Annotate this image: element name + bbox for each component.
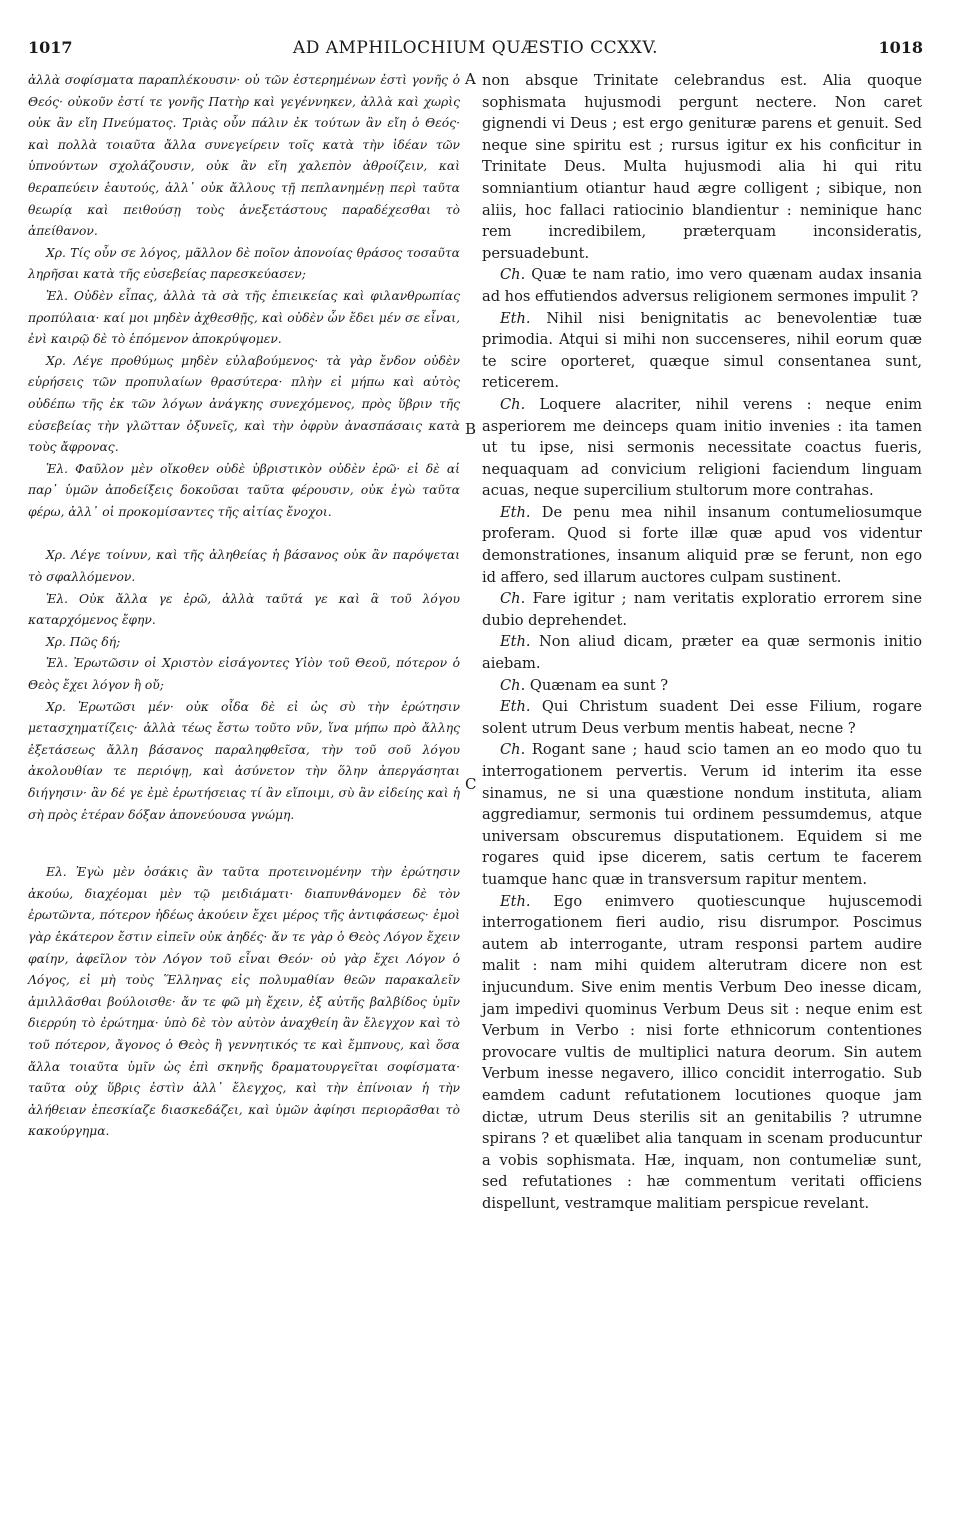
latin-paragraph: non absque Trinitate celebrandus est. Alia quoque sophismata hujusmodi pergunt nectere. Non caret gignendi vi Deus ; est ergo genituræ parens et genuit. Sed neque sine spiritu est ; rursus igitur ex his conficitur in Trinitate Deus. Multa hujusmodi alia hi qui ritu somniantium otiantur haud ægre colligent ; sibique, non aliis, hoc fallaci ratiocinio blandientur : neminique hanc rem incredibilem, præterquam inconsideratis, persuadebunt. [482,72,922,262]
latin-paragraph [482,675,922,697]
speaker-label: Ch. [500,266,526,284]
greek-paragraph: Χρ. Λέγε τοίνυν, καὶ τῆς ἀληθείας ἡ βάσανος οὐκ ἂν παρόψεται τὸ σφαλλόμενον. [28,548,460,585]
margin-marker-c: C [465,775,477,793]
speaker-label: Ch. [500,395,526,413]
latin-paragraph [482,264,922,307]
paragraph-text: Qui Christum suadent Dei esse Filium, rogare solent utrum Deus verbum mentis habeat, necne ? [482,698,922,737]
paragraph-text: Nihil nisi benignitatis ac benevolentiæ tuæ primodia. Atqui si mihi non succenseres, nihil eorum quæ te scire oporteret, quæque simul consentanea sunt, reticerem. [482,309,922,392]
page-number-right: 1018 [878,38,923,57]
greek-paragraph: Χρ. Πῶς δή; [46,634,121,649]
paragraph-text: Fare igitur ; nam veritatis exploratio errorem sine dubio deprehendet. [482,590,922,629]
latin-paragraph [482,696,922,739]
paragraph-text: Loquere alacriter, nihil verens : neque enim asperiorem me deinceps quam initio invenies : ita tamen ut tu ipse, nisi sermonis necessitate coactus fueris, nequaquam ad convicium religioni faciendum linguam acuas, neque supercilium stultorum more contrahas. [482,395,922,500]
running-title: AD AMPHILOCHIUM QUÆSTIO CCXXV. [292,38,659,58]
margin-marker-a: A [465,70,476,88]
latin-paragraph [482,502,922,588]
greek-paragraph: Ἑλ. Οὐδὲν εἶπας, ἀλλὰ τὰ σὰ τῆς ἐπιεικείας καὶ φιλανθρωπίας προπύλαια· καί μοι μηδὲν ἀχθεσθῇς, καὶ οὐδὲν ὧν ἔδει μέν σε εἶναι, ἐνὶ καιρῷ δὲ τὸ ἑπόμενον ἀποκρύψομεν. [28,288,460,347]
latin-column [482,70,922,1214]
speaker-label: Eth. [500,503,531,521]
greek-paragraph: Χρ. Ἐρωτῶσι μέν· οὐκ οἶδα δὲ εἰ ὡς σὺ τὴν ἐρώτησιν μετασχηματίζεις· ἀλλὰ τέως ἔστω τοῦτο νῦν, ἵνα μήπω πρὸ ἄλλης ἐξετάσεως ἄλλη βάσανος παραληφθεῖσα, τὴν τοῦ σοῦ λόγου ἀκολουθίαν τε περιόψῃ, καὶ ἀσύνετον τὴν ὅλην ἀπεργάσηται διήγησιν· ἂν δέ γε ἐμὲ ἐρωτήσειας τί ἂν εἴποιμι, σὺ ἂν εἰδείης καὶ ἡ σὴ πρὸς ἑτέραν δόξαν ἀπονεύουσα γνώμη. [28,699,460,822]
margin-marker-b: B [465,420,477,438]
paragraph-text: Quænam ea sunt ? [525,676,669,694]
page-number-left: 1017 [28,38,73,57]
greek-column [28,70,460,1143]
latin-paragraph [482,394,922,502]
speaker-label: Ch. [500,741,526,759]
speaker-label: Ch. [500,676,526,694]
paragraph-text: Ego enimvero quotiescunque hujuscemodi interrogationem fieri audio, risu disrumpor. Poscimus autem ab interrogante, utram responsi partem audire malit : nam mihi quidem alterutram dicere non est injucundum. Sive enim mentis Verbum Deo inesse dicam, jam impedivi quominus Verbum Deus sit : neque enim est Verbum in Verbo : nisi forte ethnicorum contentiones provocare vultis de multiplici natura deorum. Sin autem Verbum inesse negavero, illico concidit interrogatio. Sub eamdem cadunt refutationem locutiones quoque jam dictæ, utrum Deus sterilis sit an genitabilis ? utrumne spirans ? et quælibet alia tanquam in scenam producuntur a vobis sophismata. Hæ, inquam, non contumeliæ sunt, sed refutationes : hæ commentum veritati officiens dispellunt, vestramque malitiam perspicue revelant. [482,892,922,1212]
speaker-label: Ch. [500,590,526,608]
latin-paragraph [482,308,922,394]
speaker-label: Eth. [500,633,531,651]
greek-paragraph: Ἑλ. Φαῦλον μὲν οἴκοθεν οὐδὲ ὑβριστικὸν οὐδὲν ἐρῶ· εἰ δὲ αἱ παρ᾽ ὑμῶν ἀποδείξεις δοκοῦσαι ταῦτα φέρουσιν, οὐκ ἐγὼ ταῦτα φέρω, ἀλλ᾽ οἱ προκομίσαντες τῆς αἰτίας ἔνοχοι. [28,461,460,519]
greek-paragraph: Ἑλ. Ἐρωτῶσιν οἱ Χριστὸν εἰσάγοντες Υἱὸν τοῦ Θεοῦ, πότερον ὁ Θεὸς ἔχει λόγον ἢ οὔ; [28,656,460,693]
paragraph-text: De penu mea nihil insanum contumeliosumque proferam. Quod si forte illæ quæ apud vos videntur demonstrationes, insanum aliquid præ se ferunt, non ego id affero, sed illarum auctores culpam sustinent. [482,503,922,586]
latin-paragraph [482,588,922,631]
latin-paragraph [482,739,922,890]
paragraph-text: Quæ te nam ratio, imo vero quænam audax insania ad hos effutiendos adversus religionem sermones impulit ? [482,266,922,305]
greek-paragraph: Χρ. Τίς οὖν σε λόγος, μᾶλλον δὲ ποῖον ἀπονοίας θράσος τοσαῦτα ληρῆσαι κατὰ τῆς εὐσεβείας παρεσκεύασεν; [28,245,460,282]
latin-paragraph [482,631,922,674]
speaker-label: Eth. [500,892,531,910]
greek-paragraph: Ελ. Ἐγὼ μὲν ὁσάκις ἂν ταῦτα προτεινομένην τὴν ἐρώτησιν ἀκούω, διαχέομαι μὲν τῷ μειδιάματι· διαπυνθάνομεν δὲ τὸν ἐρωτῶντα, πότερον ἡδέως ἀκούειν ἔχει μέρος τῆς ἀντιφάσεως· ἐμοὶ γὰρ ἑκάτερον ἔστιν εἰπεῖν οὐκ ἀηδές· ἄν τε γὰρ ὁ Θεὸς Λόγον ἔχειν φαίην, ἀφεῖλον τὸν Λόγον τοῦ εἶναι Θεόν· οὐ γὰρ ἔχει Λόγον ὁ Λόγος, εἰ μὴ τοὺς Ἕλληνας εἰς πολυμαθίαν θεῶν παρακαλεῖν ἁμιλλᾶσθαι βούλοισθε· ἄν τε φῶ μὴ ἔχειν, ἐξ αὐτῆς βαλβίδος ὑμῖν διερρύη τὸ ἐρώτημα· ὑπὸ δὲ τὸν αὐτὸν ἀναχθείη ἂν ἔλεγχον καὶ τὸ τοῦ πότερον, ἄγονος ὁ Θεὸς ἢ γεννητικός τε καὶ ἔμπνους, καὶ ὅσα ἄλλα τοιαῦτα ὑμῖν ὡς ἐπὶ σκηνῆς δραματουργεῖται σοφίσματα· ταῦτα οὐχ ὕβρις ἐστὶν ἀλλ᾽ ἔλεγχος, καὶ τὴν ἐπίνοιαν ἡ τὴν ἀλήθειαν ἐπεσκίαζε διασκεδάζει, καὶ ὑμῶν ἀφίησι περιορᾶσθαι τὸ κακούργημα. [28,865,460,1139]
greek-paragraph: Ἑλ. Οὐκ ἄλλα γε ἐρῶ, ἀλλὰ ταῦτά γε καὶ ἃ τοῦ λόγου καταρχόμενος ἔφην. [28,591,460,628]
speaker-label: Eth. [500,698,531,716]
running-header [28,38,923,60]
paragraph-text: Non aliud dicam, præter ea quæ sermonis initio aiebam. [482,633,922,673]
speaker-label: Eth. [500,309,531,327]
greek-paragraph: ἀλλὰ σοφίσματα παραπλέκουσιν· οὐ τῶν ἐστερημένων ἐστὶ γονῆς ὁ Θεός· οὐκοῦν ἐστί τε γονῆς Πατὴρ καὶ γεγέννηκεν, ἀλλὰ καὶ χωρὶς οὐκ ἂν εἴη Πνεύματος. Τριὰς οὖν πάλιν ἐκ τούτων ἂν εἴη ὁ Θεός· καὶ πολλὰ τοιαῦτα ἄλλα συνεγείρειν τοῖς κατὰ τὴν ἰδέαν τῶν ὑπνούντων σχολάζουσιν, οὐκ ἂν εἴη χαλεπὸν ἀθροίζειν, καὶ θεραπεύειν ἑαυτούς, ἀλλ᾽ οὐκ ἄλλους τῇ πεπλανημένῃ περὶ ταῦτα θεωρίᾳ καὶ πειθούσῃ τοὺς ἀνεξετάστους παραδέχεσθαι τὸ ἀπείθανον. [28,73,460,239]
greek-paragraph: Χρ. Λέγε προθύμως μηδὲν εὐλαβούμενος· τὰ γὰρ ἔνδον οὐδὲν εὑρήσεις τῶν προπυλαίων θρασύτερα· πλὴν εἰ μήπω καὶ αὐτὸς οὐδέπω τῆς ἐκ τῶν λόγων ἀνάγκης συνεχόμενος, πρὸς ὕβριν τῆς εὐσεβείας τὴν γλῶτταν ὀξυνεῖς, καὶ τὴν ὀφρὺν ἀνασπάσαις κατὰ τοὺς ἄφρονας. [28,353,460,455]
latin-paragraph [482,891,922,1215]
paragraph-text: Rogant sane ; haud scio tamen an eo modo quo tu interrogationem pervertis. Verum id interim ita esse sinamus, ne si una quæstione nondum instituta, aliam aggrediamur, sermonis tui ordinem pessumdemus, atque universam obscuremus disputationem. Equidem si me rogares quid ipse dicerem, satis certum te facerem tuamque hanc quæ in transversum rapitur mentem. [482,741,922,888]
